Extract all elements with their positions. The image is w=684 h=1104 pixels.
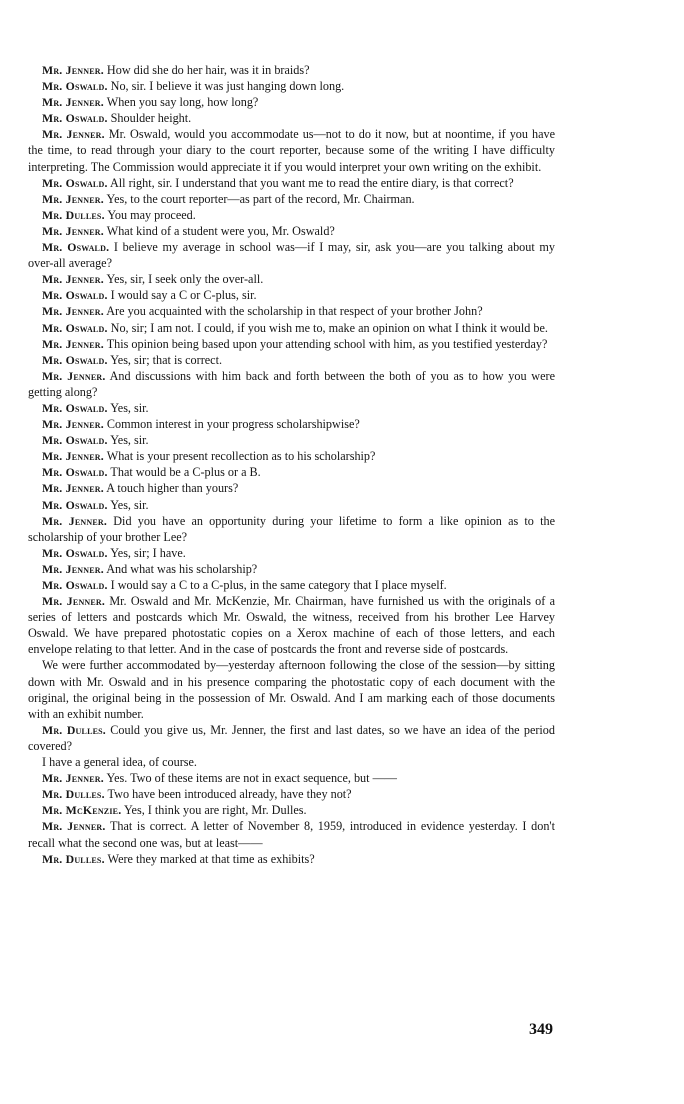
speech-text: That would be a C-plus or a B. xyxy=(110,465,261,480)
speech-text: Were they marked at that time as exhibits? xyxy=(107,851,315,866)
speech-text: Shoulder height. xyxy=(110,111,192,126)
speech-text: Yes, sir, I seek only the over-all. xyxy=(106,272,264,287)
speech-text: You may proceed. xyxy=(107,207,196,222)
speaker-name: Mr. Jenner. xyxy=(42,223,104,238)
speech-text: Yes, to the court reporter—as part of the record, Mr. Chairman. xyxy=(106,191,415,206)
speech-text: And discussions with him back and forth between the both of you as to how you were getting along? xyxy=(28,368,555,399)
speaker-name: Mr. Dulles. xyxy=(42,851,105,866)
speaker-name: Mr. Oswald. xyxy=(42,545,108,560)
speech-text: That is correct. A letter of November 8, 1959, introduced in evidence yesterday. I don't recall what the second one was, but at least—— xyxy=(28,819,555,850)
paragraph xyxy=(28,207,555,223)
speech-text: I would say a C or C-plus, sir. xyxy=(110,288,257,303)
paragraph xyxy=(28,336,555,352)
paragraph xyxy=(28,432,555,448)
speaker-name: Mr. Jenner. xyxy=(42,819,106,834)
speaker-name: Mr. Oswald. xyxy=(42,240,110,255)
paragraph xyxy=(28,770,555,786)
speech-text: I believe my average in school was—if I may, sir, ask you—are you talking about my over-all average? xyxy=(28,240,556,271)
speaker-name: Mr. Oswald. xyxy=(42,79,108,94)
speaker-name: Mr. Jenner. xyxy=(42,771,104,786)
speech-text: Yes. Two of these items are not in exact sequence, but —— xyxy=(106,771,397,786)
paragraph xyxy=(28,400,555,416)
speaker-name: Mr. Jenner. xyxy=(42,127,105,142)
speech-text: Two have been introduced already, have they not? xyxy=(107,787,352,802)
speech-text: Are you acquainted with the scholarship in that respect of your brother John? xyxy=(106,304,483,319)
paragraph xyxy=(28,786,555,802)
speech-text: Yes, sir. xyxy=(110,400,149,415)
paragraph xyxy=(28,561,555,577)
speaker-name: Mr. Oswald. xyxy=(42,578,108,592)
speech-text: Could you give us, Mr. Jenner, the first and last dates, so we have an idea of the period covered? xyxy=(28,722,555,753)
speaker-name: Mr. Oswald. xyxy=(42,352,108,367)
speaker-name: Mr. Oswald. xyxy=(42,465,108,480)
speaker-name: Mr. Oswald. xyxy=(42,175,108,190)
paragraph xyxy=(28,239,555,271)
speech-text: And what was his scholarship? xyxy=(106,561,258,576)
speaker-name: Mr. Jenner. xyxy=(42,561,104,576)
page-number: 349 xyxy=(529,1021,553,1038)
speaker-name: Mr. Jenner. xyxy=(42,449,104,464)
paragraph xyxy=(28,175,555,191)
paragraph xyxy=(28,851,555,867)
speaker-name: Mr. Jenner. xyxy=(42,63,104,77)
transcript-body xyxy=(28,62,555,867)
speech-text: How did she do her hair, was it in braids? xyxy=(106,63,310,77)
speaker-name: Mr. Jenner. xyxy=(42,304,104,319)
paragraph xyxy=(28,416,555,432)
speech-text: Common interest in your progress scholarshipwise? xyxy=(106,417,360,432)
speech-text: What is your present recollection as to his scholarship? xyxy=(106,449,376,464)
paragraph xyxy=(28,287,555,303)
paragraph xyxy=(28,368,555,400)
speech-text: Yes, sir. xyxy=(110,433,149,448)
speaker-name: Mr. Dulles. xyxy=(42,207,105,222)
paragraph xyxy=(28,577,555,593)
paragraph xyxy=(28,223,555,239)
speaker-name: Mr. McKenzie. xyxy=(42,803,122,818)
speech-text: Yes, sir; I have. xyxy=(110,545,186,560)
speaker-name: Mr. Jenner. xyxy=(42,417,104,432)
speech-text: No, sir. I believe it was just hanging down long. xyxy=(110,79,345,94)
paragraph xyxy=(28,802,555,818)
paragraph xyxy=(28,191,555,207)
speech-text: Yes, I think you are right, Mr. Dulles. xyxy=(123,803,307,818)
speech-text: What kind of a student were you, Mr. Oswald? xyxy=(106,223,335,238)
speaker-name: Mr. Jenner. xyxy=(42,95,104,110)
paragraph xyxy=(28,320,555,336)
paragraph xyxy=(28,722,555,754)
paragraph xyxy=(28,513,555,545)
speech-text: I have a general idea, of course. xyxy=(42,755,197,770)
speaker-name: Mr. Jenner. xyxy=(42,594,106,609)
speaker-name: Mr. Dulles. xyxy=(42,787,105,802)
speech-text: Mr. Oswald, would you accommodate us—not to do it now, but at noontime, if you have the time, to read through your diary to the court reporter, because some of the writing I have difficulty interpreting. The Commission would appreciate it if you would interpret your own writing on the exhibit. xyxy=(28,127,555,174)
speech-text: No, sir; I am not. I could, if you wish me to, make an opinion on what I think it would be. xyxy=(110,320,548,335)
speaker-name: Mr. Oswald. xyxy=(42,320,108,335)
paragraph xyxy=(28,94,555,110)
speaker-name: Mr. Jenner. xyxy=(42,272,104,287)
speaker-name: Mr. Oswald. xyxy=(42,288,108,303)
paragraph xyxy=(28,497,555,513)
paragraph xyxy=(28,78,555,94)
paragraph xyxy=(28,480,555,496)
speech-text: I would say a C to a C-plus, in the same category that I place myself. xyxy=(110,578,447,592)
speech-text: We were further accommodated by—yesterday afternoon following the close of the session—by sitting down with Mr. Oswald and in his presence comparing the photostatic copy of each document with the original, the original being in the possession of Mr. Oswald. And I am marking each of those documents with an exhibit number. xyxy=(28,658,555,721)
paragraph xyxy=(28,448,555,464)
speaker-name: Mr. Oswald. xyxy=(42,433,108,448)
paragraph xyxy=(28,62,555,78)
paragraph xyxy=(28,303,555,319)
speech-text: A touch higher than yours? xyxy=(106,481,239,496)
paragraph xyxy=(28,545,555,561)
speaker-name: Mr. Jenner. xyxy=(42,481,104,496)
speech-text: When you say long, how long? xyxy=(106,95,259,110)
paragraph xyxy=(28,593,555,657)
speech-text: Yes, sir. xyxy=(110,497,149,512)
paragraph xyxy=(28,110,555,126)
speech-text: All right, sir. I understand that you want me to read the entire diary, is that correct? xyxy=(109,175,514,190)
paragraph xyxy=(28,352,555,368)
speaker-name: Mr. Oswald. xyxy=(42,400,108,415)
speaker-name: Mr. Oswald. xyxy=(42,497,108,512)
speech-text: Yes, sir; that is correct. xyxy=(110,352,223,367)
paragraph xyxy=(28,126,555,174)
speaker-name: Mr. Jenner. xyxy=(42,191,104,206)
speaker-name: Mr. Jenner. xyxy=(42,336,104,351)
paragraph xyxy=(28,754,555,770)
paragraph xyxy=(28,271,555,287)
speech-text: Mr. Oswald and Mr. McKenzie, Mr. Chairman, have furnished us with the originals of a series of letters and postcards which Mr. Oswald, the witness, received from his brother Lee Harvey Oswald. We have prepared photostatic copies on a Xerox machine of each of those letters, and each envelope relating to that letter. And in the case of postcards the front and reverse side of postcards. xyxy=(28,594,555,657)
speaker-name: Mr. Oswald. xyxy=(42,111,108,126)
paragraph xyxy=(28,657,555,721)
paragraph xyxy=(28,464,555,480)
speaker-name: Mr. Jenner. xyxy=(42,368,106,383)
speaker-name: Mr. Dulles. xyxy=(42,722,106,737)
speech-text: This opinion being based upon your attending school with him, as you testified yesterday? xyxy=(106,336,548,351)
paragraph xyxy=(28,818,555,850)
speaker-name: Mr. Jenner. xyxy=(42,513,108,528)
speech-text: Did you have an opportunity during your lifetime to form a like opinion as to the scholarship of your brother Lee? xyxy=(28,513,556,544)
